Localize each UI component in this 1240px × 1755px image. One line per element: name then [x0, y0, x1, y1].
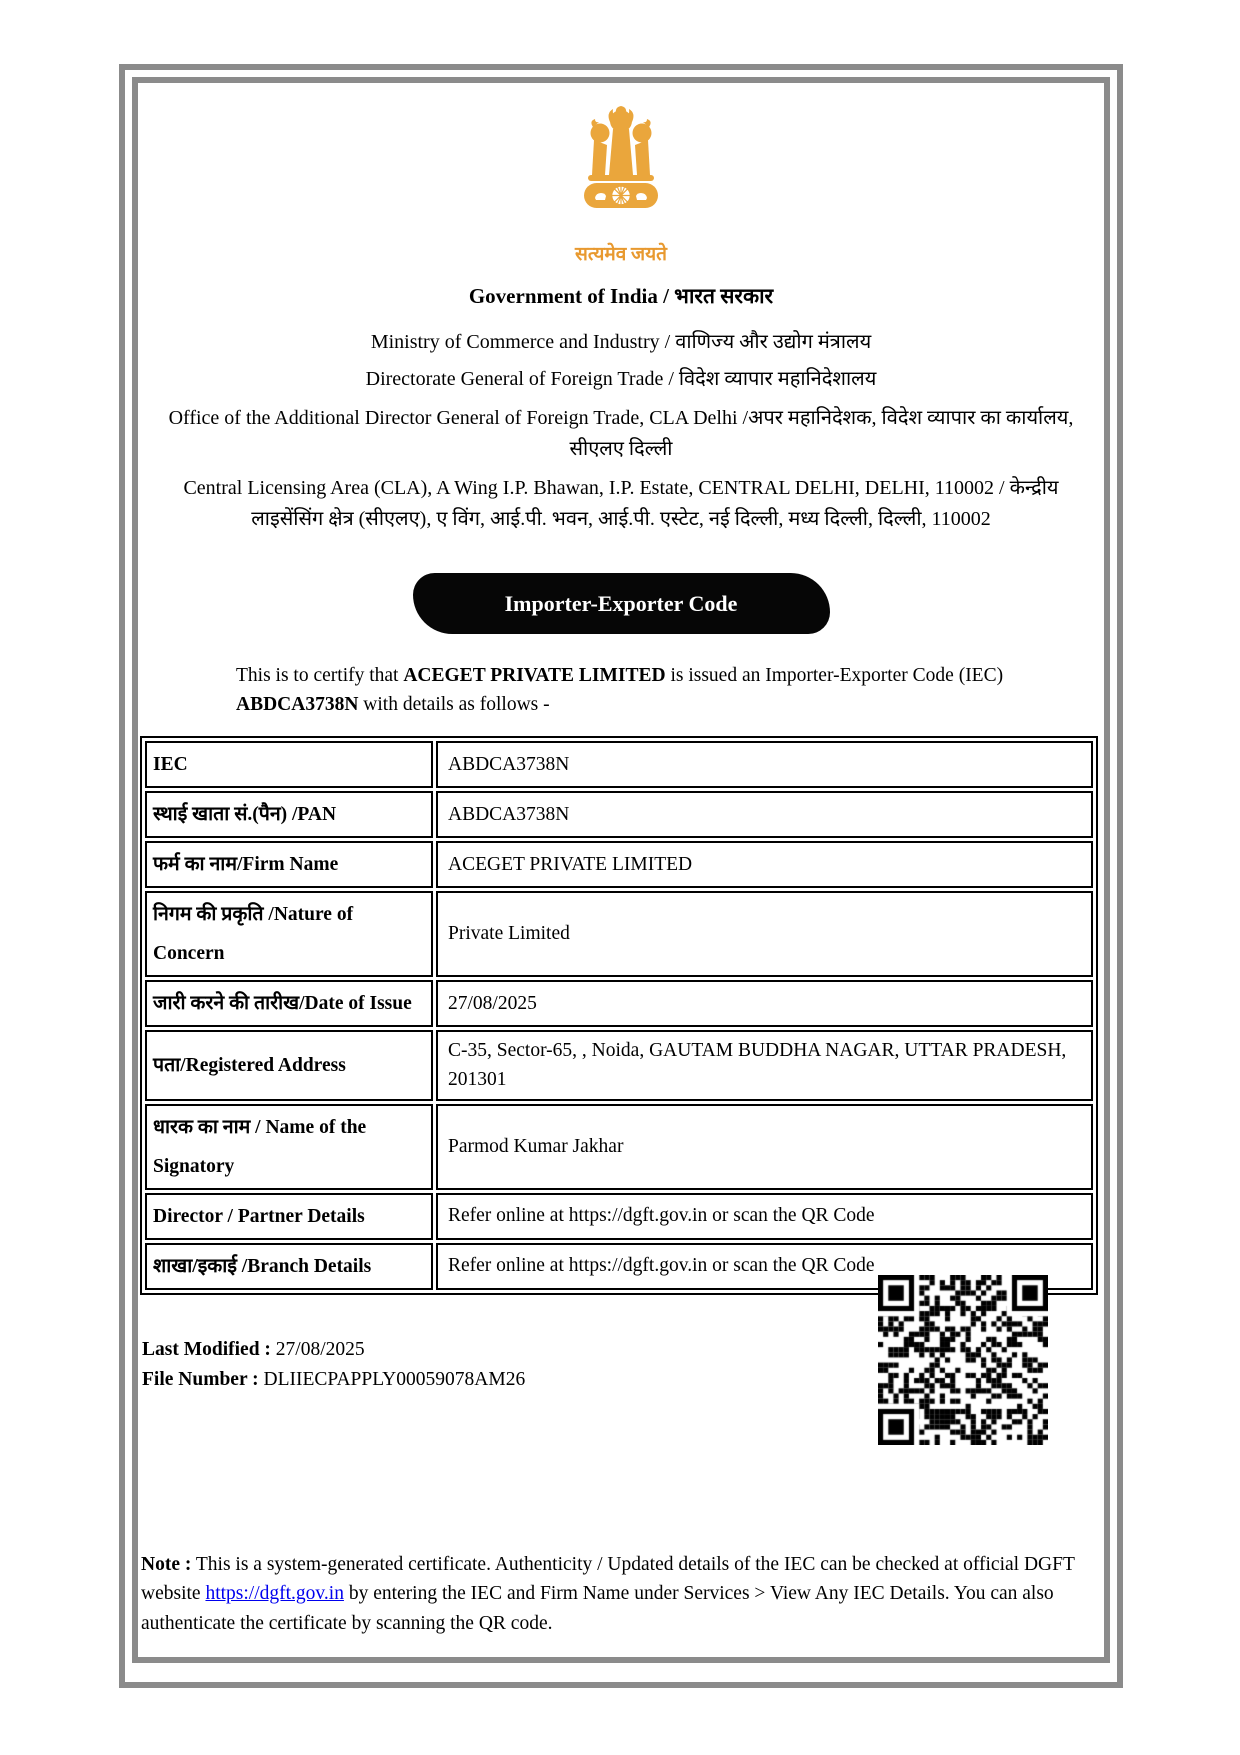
- table-label-director-details: Director / Partner Details: [145, 1193, 433, 1240]
- table-label-registered-address: पता/Registered Address: [145, 1030, 433, 1101]
- note-text: [141, 1550, 1089, 1639]
- table-row-nature-of-concern: [145, 891, 1093, 977]
- iec-title-badge: [413, 573, 830, 634]
- table-value-registered-address: C-35, Sector-65, , Noida, GAUTAM BUDDHA NAGAR, UTTAR PRADESH, 201301: [436, 1030, 1093, 1101]
- header-line-ministry: Ministry of Commerce and Industry / वाणिज्य और उद्योग मंत्रालय: [370, 331, 872, 353]
- cert-firm-name: ACEGET PRIVATE LIMITED: [403, 665, 666, 686]
- header-line-directorate: Directorate General of Foreign Trade / विदेश व्यापार महानिदेशालय: [365, 368, 877, 390]
- table-row-registered-address: [145, 1030, 1093, 1101]
- table-value-pan: ABDCA3738N: [436, 791, 1093, 838]
- file-number-label: File Number :: [142, 1368, 259, 1390]
- cert-suffix: with details as follows -: [358, 694, 550, 715]
- file-number-value: DLIIECPAPPLY00059078AM26: [263, 1368, 526, 1390]
- table-value-date-of-issue: 27/08/2025: [436, 980, 1093, 1027]
- national-emblem-icon: [575, 105, 667, 233]
- cert-middle: is issued an Importer-Exporter Code (IEC): [665, 665, 1004, 686]
- qr-code: [878, 1275, 1048, 1445]
- note-label: Note :: [141, 1553, 192, 1575]
- table-row-pan: [145, 791, 1093, 838]
- table-value-branch-details: Refer online at https://dgft.gov.in or scan the QR Code: [436, 1243, 1093, 1290]
- table-label-pan: स्थाई खाता सं.(पैन) /PAN: [145, 791, 433, 838]
- last-modified-label: Last Modified :: [142, 1338, 271, 1360]
- table-row-signatory: [145, 1104, 1093, 1190]
- note-after-link: by entering the IEC and Firm Name under Services > View Any IEC Details. You can also authenticate the certificate by scanning the QR code.: [141, 1583, 1054, 1634]
- header-line-government: Government of India / भारत सरकार: [468, 284, 774, 308]
- table-label-signatory: धारक का नाम / Name of the Signatory: [145, 1104, 433, 1190]
- cert-iec-code: ABDCA3738N: [236, 694, 359, 715]
- table-row-date-of-issue: [145, 980, 1093, 1027]
- table-label-branch-details: शाखा/इकाई /Branch Details: [145, 1243, 433, 1290]
- emblem-container: [139, 105, 1103, 266]
- table-row-firm-name: [145, 841, 1093, 888]
- table-value-signatory: Parmod Kumar Jakhar: [436, 1104, 1093, 1190]
- table-label-iec: IEC: [145, 741, 433, 788]
- emblem-motto: सत्यमेव जयते: [575, 244, 667, 265]
- table-value-director-details: Refer online at https://dgft.gov.in or scan the QR Code: [436, 1193, 1093, 1240]
- header-line-cla-address: Central Licensing Area (CLA), A Wing I.P. Bhawan, I.P. Estate, CENTRAL DELHI, DELHI, 110002 / केन्द्रीय लाइसेंसिंग क्षेत्र (सीएलए), ए विंग, आई.पी. भवन, आई.पी. एस्टेट, नई दिल्ली, मध्य दिल्ली, दिल्ली, 110002: [183, 477, 1059, 530]
- dgft-link[interactable]: https://dgft.gov.in: [205, 1583, 344, 1604]
- last-modified-value: 27/08/2025: [275, 1338, 365, 1360]
- iec-title-badge-label: Importer-Exporter Code: [504, 590, 738, 616]
- header-line-office: Office of the Additional Director General of Foreign Trade, CLA Delhi /अपर महानिदेशक, विदेश व्यापार का कार्यालय, सीएलए दिल्ली: [168, 407, 1074, 460]
- table-label-firm-name: फर्म का नाम/Firm Name: [145, 841, 433, 888]
- table-row-iec: [145, 741, 1093, 788]
- cert-prefix: This is to certify that: [236, 665, 404, 686]
- table-label-date-of-issue: जारी करने की तारीख/Date of Issue: [145, 980, 433, 1027]
- iec-details-table: [140, 736, 1098, 1295]
- certification-text: [236, 661, 1021, 719]
- table-row-director-details: [145, 1193, 1093, 1240]
- table-value-firm-name: ACEGET PRIVATE LIMITED: [436, 841, 1093, 888]
- note-before-link: This is a system-generated certificate. Authenticity / Updated details of the IEC can be checked at official DGFT website: [141, 1553, 1075, 1604]
- table-value-iec: ABDCA3738N: [436, 741, 1093, 788]
- table-value-nature-of-concern: Private Limited: [436, 891, 1093, 977]
- table-label-nature-of-concern: निगम की प्रकृति /Nature of Concern: [145, 891, 433, 977]
